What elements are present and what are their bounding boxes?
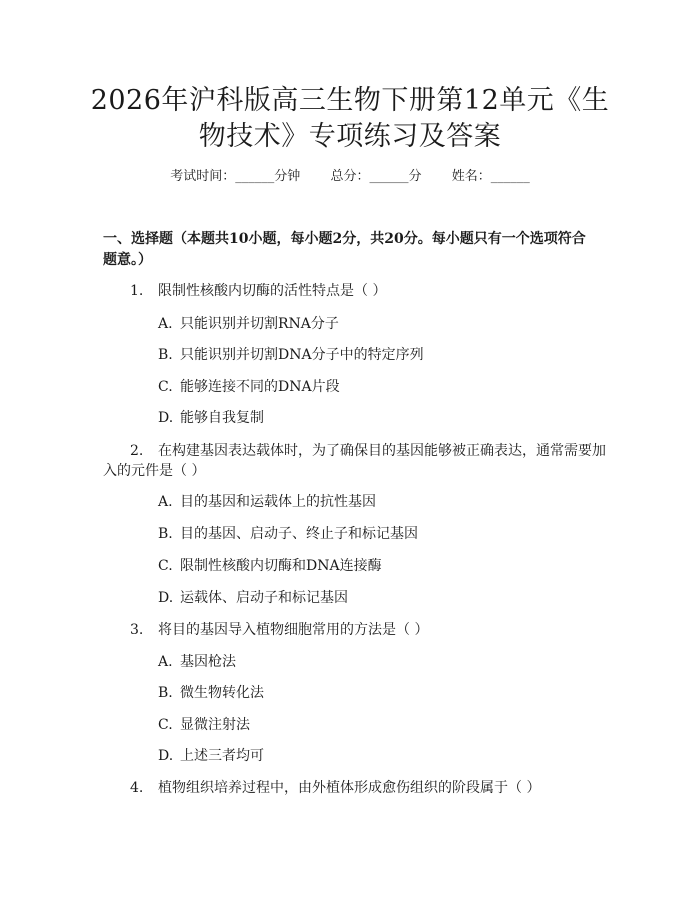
question-1-option-d bbox=[158, 408, 264, 428]
question-number: 2. bbox=[130, 443, 144, 459]
option-text: 上述三者均可 bbox=[180, 748, 264, 764]
option-letter: A. bbox=[158, 654, 173, 670]
option-letter: D. bbox=[158, 590, 174, 606]
section-title-line-1: 一、选择题（本题共10小题，每小题2分，共20分。每小题只有一个选项符合 bbox=[103, 231, 586, 247]
question-3-option-b bbox=[158, 683, 264, 703]
question-2-option-c bbox=[158, 556, 382, 576]
question-text: 将目的基因导入植物细胞常用的方法是（ ） bbox=[158, 622, 429, 638]
question-3-option-a bbox=[158, 652, 236, 672]
question-2-option-a bbox=[158, 492, 376, 512]
document-title-line-1: 2026年沪科版高三生物下册第12单元《生 bbox=[90, 85, 610, 116]
question-number: 1. bbox=[130, 283, 144, 299]
total-score-label: 总分：______分 bbox=[330, 169, 422, 184]
option-letter: D. bbox=[158, 410, 174, 426]
option-letter: B. bbox=[158, 347, 173, 363]
question-number: 3. bbox=[130, 622, 144, 638]
option-text: 能够连接不同的DNA片段 bbox=[180, 379, 340, 395]
question-2-option-d bbox=[158, 588, 348, 608]
question-2 bbox=[130, 441, 606, 461]
option-text: 限制性核酸内切酶和DNA连接酶 bbox=[180, 558, 382, 574]
exam-info-row bbox=[0, 167, 700, 187]
option-letter: D. bbox=[158, 748, 174, 764]
question-3 bbox=[130, 620, 428, 640]
option-letter: B. bbox=[158, 526, 173, 542]
option-text: 只能识别并切割DNA分子中的特定序列 bbox=[180, 347, 424, 363]
question-4 bbox=[130, 778, 540, 798]
option-text: 只能识别并切割RNA分子 bbox=[180, 316, 339, 332]
question-2-continuation: 入的元件是（ ） bbox=[103, 463, 206, 479]
section-title-line-2: 题意。） bbox=[103, 252, 152, 268]
question-text: 在构建基因表达载体时，为了确保目的基因能够被正确表达，通常需要加 bbox=[158, 443, 606, 459]
question-number: 4. bbox=[130, 780, 144, 796]
question-1-option-a bbox=[158, 314, 339, 334]
question-3-option-d bbox=[158, 746, 264, 766]
option-text: 目的基因、启动子、终止子和标记基因 bbox=[180, 526, 418, 542]
option-letter: C. bbox=[158, 558, 173, 574]
question-1-option-b bbox=[158, 345, 424, 365]
question-2-option-b bbox=[158, 524, 418, 544]
question-3-option-c bbox=[158, 715, 250, 735]
option-text: 显微注射法 bbox=[180, 717, 250, 733]
question-text: 限制性核酸内切酶的活性特点是（ ） bbox=[158, 283, 387, 299]
option-letter: A. bbox=[158, 316, 173, 332]
option-letter: B. bbox=[158, 685, 173, 701]
document-title-line-2: 物技术》专项练习及答案 bbox=[198, 121, 502, 152]
option-text: 运载体、启动子和标记基因 bbox=[180, 590, 348, 606]
option-letter: A. bbox=[158, 494, 173, 510]
option-text: 微生物转化法 bbox=[180, 685, 264, 701]
question-text: 植物组织培养过程中，由外植体形成愈伤组织的阶段属于（ ） bbox=[158, 780, 541, 796]
option-letter: C. bbox=[158, 717, 173, 733]
option-text: 目的基因和运载体上的抗性基因 bbox=[180, 494, 376, 510]
student-name-label: 姓名：______ bbox=[451, 169, 530, 184]
exam-time-label: 考试时间：______分钟 bbox=[170, 169, 301, 184]
question-1-option-c bbox=[158, 377, 340, 397]
option-letter: C. bbox=[158, 379, 173, 395]
option-text: 能够自我复制 bbox=[180, 410, 264, 426]
question-1 bbox=[130, 281, 386, 301]
option-text: 基因枪法 bbox=[180, 654, 236, 670]
